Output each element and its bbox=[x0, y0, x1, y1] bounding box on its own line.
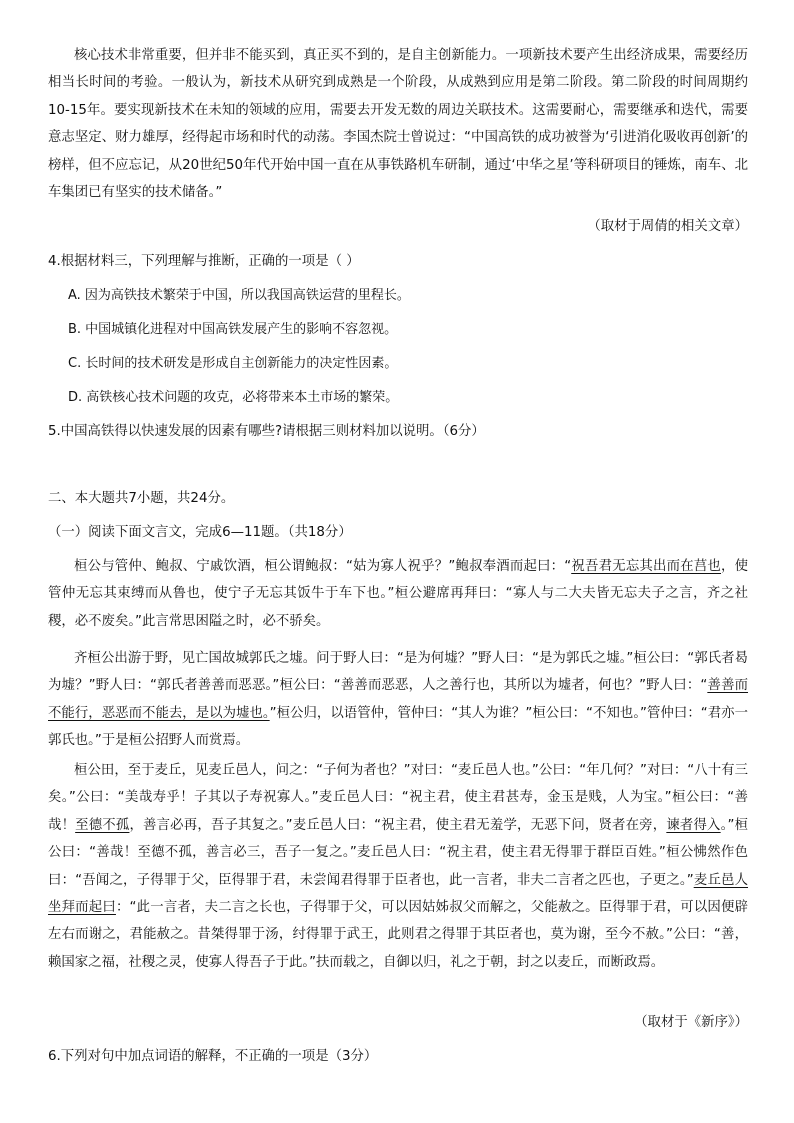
material3-source: （取材于周倩的相关文章） bbox=[587, 219, 748, 234]
q4-option-c: C. 长时间的技术研发是形成自主创新能力的决定性因素。 bbox=[68, 356, 398, 371]
underlined-phrase: 至德不孤 bbox=[75, 817, 130, 833]
text-segment: ：“此一言者，夫二言之长也，子得罪于父，可以因姑姊叔父而解之，父能赦之。臣得罪于君，可以因便辟左右而谢之，君能赦之。昔桀得罪于汤，纣得罪于武王，此则君之得罪于其臣者也，莫为谢，至今不赦。”公曰：“善，赖国家之福，社稷之灵，使寡人得吾子于此。”扶而载之，自御以归，礼之于朝，封之以麦丘，而断政焉。 bbox=[48, 900, 749, 970]
text-segment: 齐桓公出游于野，见亡国故城郭氏之墟。问于野人曰：“是为何墟？”野人曰：“是为郭氏之墟。”桓公曰：“郭氏者曷为墟？”野人曰：“郭氏者善善而恶恶。”桓公曰：“善善而恶恶，人之善行也，其所以为墟者，何也？”野人曰：“ bbox=[48, 651, 748, 694]
q4-option-d: D. 高铁核心技术问题的攻克，必将带来本土市场的繁荣。 bbox=[68, 390, 399, 405]
text-segment: 桓公与管仲、鲍叔、宁戚饮酒，桓公谓鲍叔：“姑为寡人祝乎？”鲍叔奉酒而起曰：“ bbox=[74, 559, 572, 574]
material3-paragraph: 核心技术非常重要，但并非不能买到，真正买不到的，是自主创新能力。一项新技术要产生出经济成果，需要经历相当长时间的考验。一般认为，新技术从研究到成熟是一个阶段，从成熟到应用是第二阶段。第二阶段的时间周期约10-15年。要实现新技术在未知的领域的应用，需要去开发无数的周边关联技术。这需要耐心，需要继承和迭代，需要意志坚定、财力雄厚，经得起市场和时代的动荡。李国杰院士曾说过：“中国高铁的成功被誉为‘引进消化吸收再创新’的榜样，但不应忘记，从20世纪50年代开始中国一直在从事铁路机车研制，通过‘中华之星’等科研项目的锤炼，南车、北车集团已有坚实的技术储备。” bbox=[48, 48, 748, 201]
underlined-phrase: 谏者得入 bbox=[666, 817, 721, 833]
section2-title: 二、本大题共7小题，共24分。 bbox=[48, 491, 235, 506]
passage-source: （取材于《新序》） bbox=[634, 1015, 748, 1030]
underlined-phrase: 善善而不能行，恶恶而不能去，是以为墟也。 bbox=[48, 678, 749, 721]
q6-stem: 6.下列对句中加点词语的解释，不正确的一项是（3分） bbox=[48, 1049, 378, 1064]
underlined-phrase: 麦丘邑人坐拜而起曰 bbox=[48, 872, 749, 916]
text-segment: 。”桓公曰：“善哉！至德不孤，善言必三，吾子一复之。”麦丘邑人曰：“祝主君，使主君无得罪于群臣百姓。”桓公怫然作色曰：“吾闻之，子得罪于父，臣得罪于君，未尝闻君得罪于臣者也，此一言者，非夫二言者之匹也，子更之。” bbox=[48, 817, 749, 888]
text-segment: ，使管仲无忘其束缚而从鲁也，使宁子无忘其饭牛于车下也。”桓公避席再拜曰：“寡人与二大夫皆无忘夫子之言，齐之社稷，必不废矣。”此言常思困隘之时，必不骄矣。 bbox=[48, 559, 749, 629]
passage-paragraph-3 bbox=[48, 757, 748, 976]
q4-option-a: A. 因为高铁技术繁荣于中国，所以我国高铁运营的里程长。 bbox=[68, 288, 410, 303]
q5-stem: 5.中国高铁得以快速发展的因素有哪些?请根据三则材料加以说明。（6分） bbox=[48, 424, 485, 439]
text-segment: 桓公田，至于麦丘，见麦丘邑人，问之：“子何为者也？”对曰：“麦丘邑人也。”公曰：“年几何？”对曰：“八十有三矣。”公曰：“美哉寿乎！子其以子寿祝寡人。”麦丘邑人曰：“祝主君，使主君甚寿，金玉是贱，人为宝。”桓公曰：“善哉！ bbox=[48, 763, 748, 833]
text-segment: ，善言必再，吾子其复之。”麦丘邑人曰：“祝主君，使主君无羞学，无恶下问，贤者在旁， bbox=[129, 817, 667, 833]
q4-stem: 4.根据材料三，下列理解与推断，正确的一项是（ ） bbox=[48, 254, 360, 269]
passage-paragraph-1 bbox=[48, 553, 748, 635]
section2-subtitle: （一）阅读下面文言文，完成6—11题。（共18分） bbox=[48, 525, 352, 540]
text-segment: ”桓公归，以语管仲，管仲曰：“其人为谁？”桓公曰：“不知也。”管仲曰：“君亦一郭氏也。”于是桓公招野人而赏焉。 bbox=[48, 705, 748, 749]
underlined-phrase: 祝吾君无忘其出而在莒也 bbox=[571, 559, 722, 574]
passage-paragraph-2 bbox=[48, 645, 748, 755]
q4-option-b: B. 中国城镇化进程对中国高铁发展产生的影响不容忽视。 bbox=[68, 322, 398, 337]
